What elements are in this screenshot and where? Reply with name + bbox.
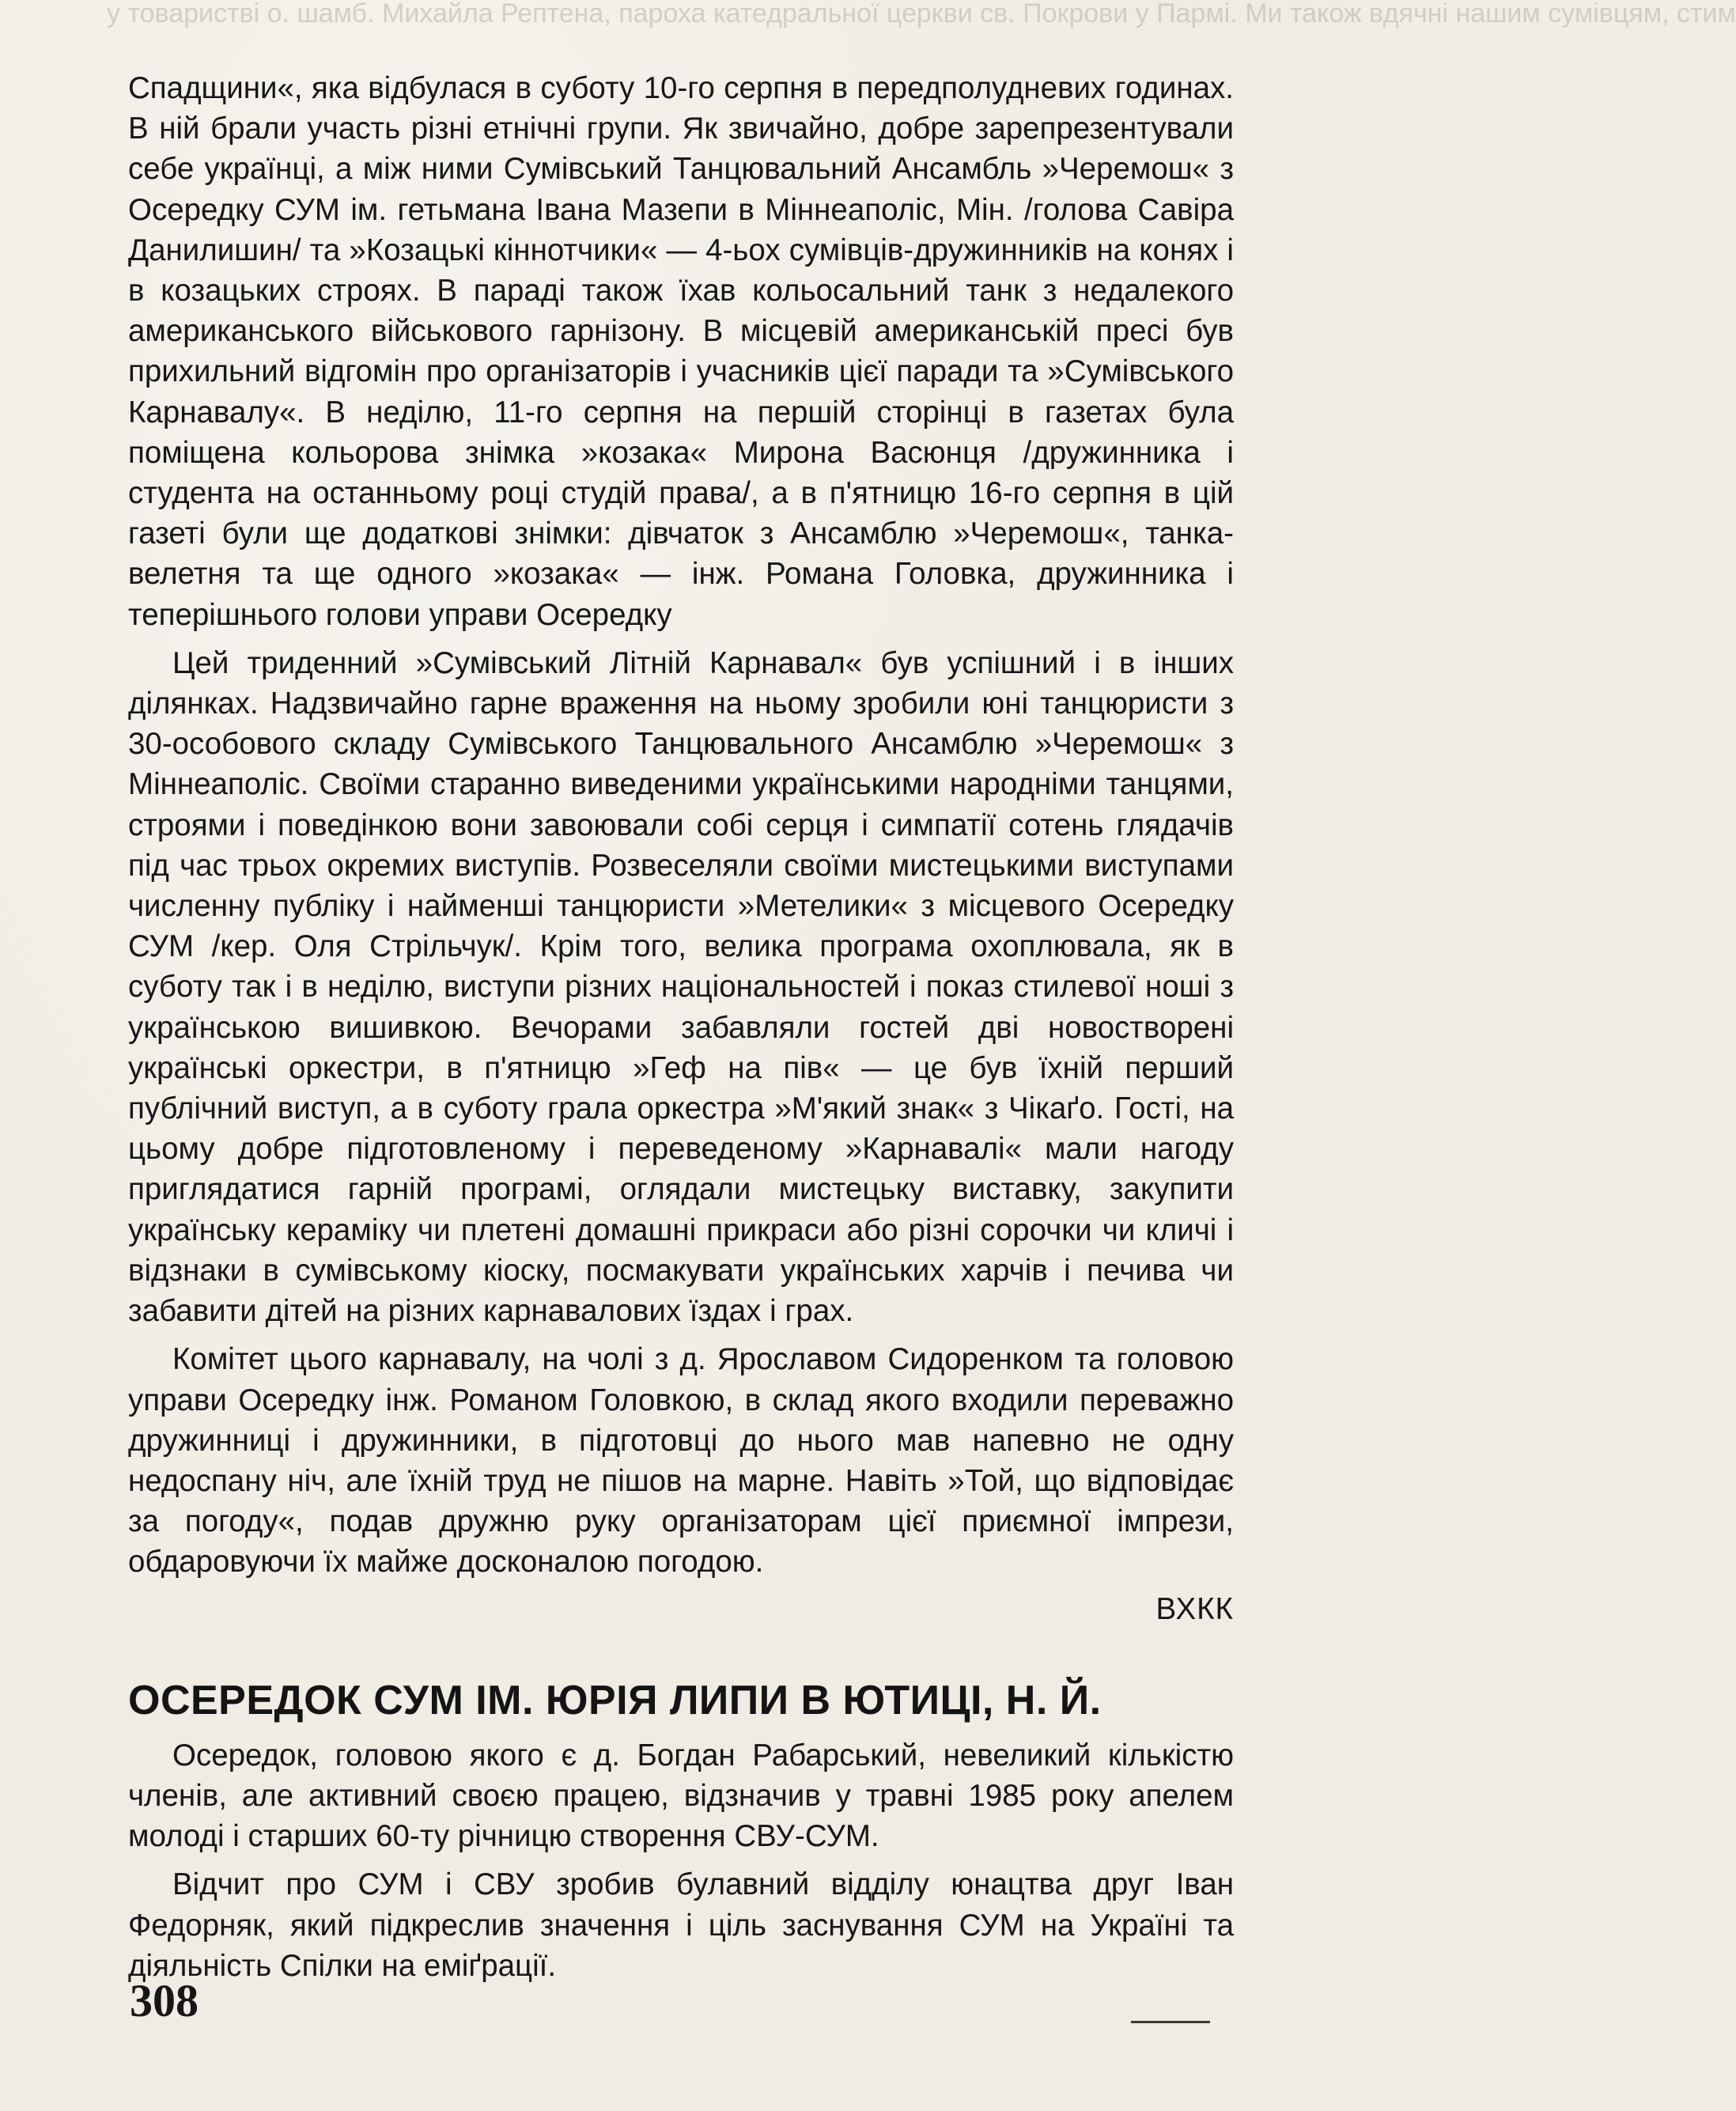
page-number: 308 [130,1975,199,2026]
bleed-through-text: у товаристві о. шамб. Михайла Рептена, пароха катедральної церкви св. Покрови у Пармі. Ми також вдячні нашим сумівцям, стим [107,0,1736,28]
paragraph-carnival-committee: Комітет цього карнавалу, на чолі з д. Ярославом Сидоренком та головою управи Осередку інж. Романом Головкою, в склад якого входили переважно дружинниці і дружинники, в підготовці до нього мав напевно не одну недоспану ніч, але їхній труд не пішов на марне. Навіть »Той, що відповідає за погоду«, подав дружню руку організаторам цієї приємної імпрези, обдаровуючи їх майже досконалою погодою. [128,1342,1234,1579]
paragraph-utica-lecture: Відчит про СУМ і СВУ зробив булавний відділу юнацтва друг Іван Федорняк, який підкреслив значення і ціль заснування СУМ на Україні та діяльність Спілки на еміґрації. [128,1867,1234,1983]
footer-rule [1131,2021,1210,2023]
paragraph-carnival-success: Цей триденний »Сумівський Літній Карнавал« був успішний і в інших ділянках. Надзвичайно гарне враження на ньому зробили юні танцюристи з 30-особового складу Сумівського Танцювального Ансамблю »Черемош« з Міннеаполіс. Своїми старанно виведеними українськими народніми танцями, строями і поведінкою вони завоювали собі серця і симпатії сотень глядачів під час трьох окремих виступів. Розвеселяли своїми мистецькими виступами численну публіку і найменші танцюристи »Метелики« з місцевого Осередку СУМ /кер. Оля Стрільчук/. Крім того, велика програма охоплювала, як в суботу так і в неділю, виступи різних національностей і показ стилевої ноші з українською вишивкою. Вечорами забавляли гостей дві новостворені українські оркестри, в п'ятницю »Геф на пів« — це був їхній перший публічний виступ, а в суботу грала оркестра »М'який знак« з Чікаґо. Гості, на цьому добре підготовленому і переведеному »Карнавалі« мали нагоду приглядатися гарній програмі, оглядали мистецьку виставку, закупити українську кераміку чи плетені домашні прикраси або різні сорочки чи кличі і відзнаки в сумівському кіоску, посмакувати українських харчів і печива чи забавити дітей на різних карнавалових їздах і грах. [128,645,1234,1329]
text-column [128,68,1234,1986]
paragraph-utica-branch: Осередок, головою якого є д. Богдан Рабарський, невеликий кількістю членів, але активний своєю працею, відзначив у травні 1985 року апелем молоді і старших 60-ту річницю створення СВУ-СУМ. [128,1738,1234,1854]
paragraph-carnival-parade: Спадщини«, яка відбулася в суботу 10-го серпня в передполудневих годинах. В ній брали участь різні етнічні групи. Як звичайно, добре зарепрезентували себе українці, а між ними Сумівський Танцювальний Ансамбль »Черемош« з Осередку СУМ ім. гетьмана Івана Мазепи в Міннеаполіс, Мін. /голова Савіра Данилишин/ та »Козацькі кіннотчики« — 4-ьох сумівців-дружинників на конях і в козацьких строях. В параді також їхав кольосальний танк з недалекого американського військового гарнізону. В місцевій американській пресі був прихильний відгомін про організаторів і учасників цієї паради та »Сумівського Карнавалу«. В неділю, 11-го серпня на першій сторінці в газетах була поміщена кольорова знімка »козака« Мирона Васюнця /дружинника і студента на останньому році студій права/, а в п'ятницю 16-го серпня в цій газеті були ще додаткові знімки: дівчаток з Ансамблю »Черемош«, танка-велетня та ще одного »козака« — інж. Романа Головка, дружинника і теперішнього голови управи Осередку [128,71,1234,632]
article-signature: ВХКК [1155,1591,1234,1626]
section-title: ОСЕРЕДОК СУМ ІМ. ЮРІЯ ЛИПИ В ЮТИЦІ, Н. Й. [128,1677,1102,1723]
